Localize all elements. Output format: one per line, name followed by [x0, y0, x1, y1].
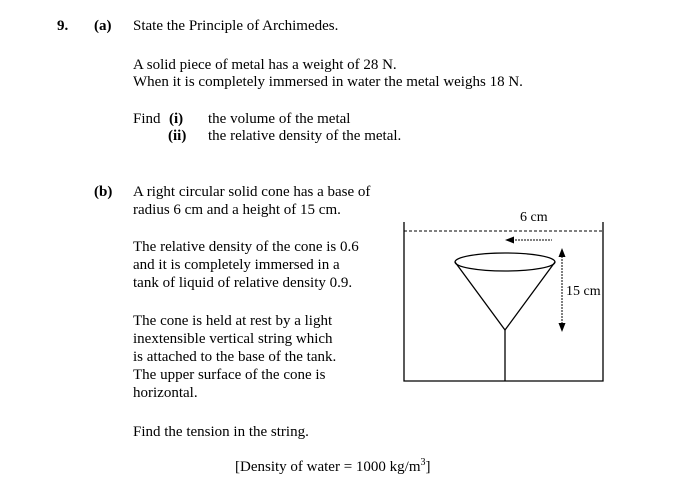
part-b-line: tank of liquid of relative density 0.9.: [133, 275, 353, 291]
height-label: 15 cm: [566, 284, 601, 299]
part-b-line: The upper surface of the cone is: [133, 367, 326, 383]
density-suffix: ]: [425, 459, 431, 475]
sub-i-text: the volume of the metal: [208, 111, 351, 127]
part-b-line: A right circular solid cone has a base of: [133, 184, 371, 200]
radius-label: 6 cm: [520, 210, 548, 225]
sub-ii-label: (ii): [168, 128, 187, 144]
part-b-line: radius 6 cm and a height of 15 cm.: [133, 202, 341, 218]
density-exponent: 3: [420, 457, 426, 468]
part-a-text-line1: A solid piece of metal has a weight of 28 N.: [133, 57, 397, 73]
part-b-line: and it is completely immersed in a: [133, 257, 340, 273]
tank-outline: [404, 222, 603, 381]
question-number: 9.: [57, 18, 69, 34]
part-a-instruction: State the Principle of Archimedes.: [133, 18, 339, 34]
part-b-line: inextensible vertical string which: [133, 331, 333, 347]
sub-i-label: (i): [169, 111, 184, 127]
height-arrowhead-up: [559, 248, 566, 257]
part-b-line: Find the tension in the string.: [133, 424, 309, 440]
density-prefix: [Density of water = 1000 kg/m: [235, 459, 421, 475]
part-b-line: is attached to the base of the tank.: [133, 349, 337, 365]
part-a-text-line2: When it is completely immersed in water the metal weighs 18 N.: [133, 74, 523, 90]
part-b-line: The relative density of the cone is 0.6: [133, 239, 359, 255]
part-b-line: The cone is held at rest by a light: [133, 313, 333, 329]
part-b-label: (b): [94, 184, 113, 200]
radius-arrowhead: [505, 237, 514, 244]
cone-side-left: [455, 262, 505, 330]
cone-side-right: [505, 262, 555, 330]
part-b-line: horizontal.: [133, 385, 198, 401]
cone-base-ellipse: [455, 253, 555, 271]
height-arrowhead-down: [559, 323, 566, 332]
find-label: Find: [133, 111, 161, 127]
part-a-label: (a): [94, 18, 112, 34]
sub-ii-text: the relative density of the metal.: [208, 128, 402, 144]
